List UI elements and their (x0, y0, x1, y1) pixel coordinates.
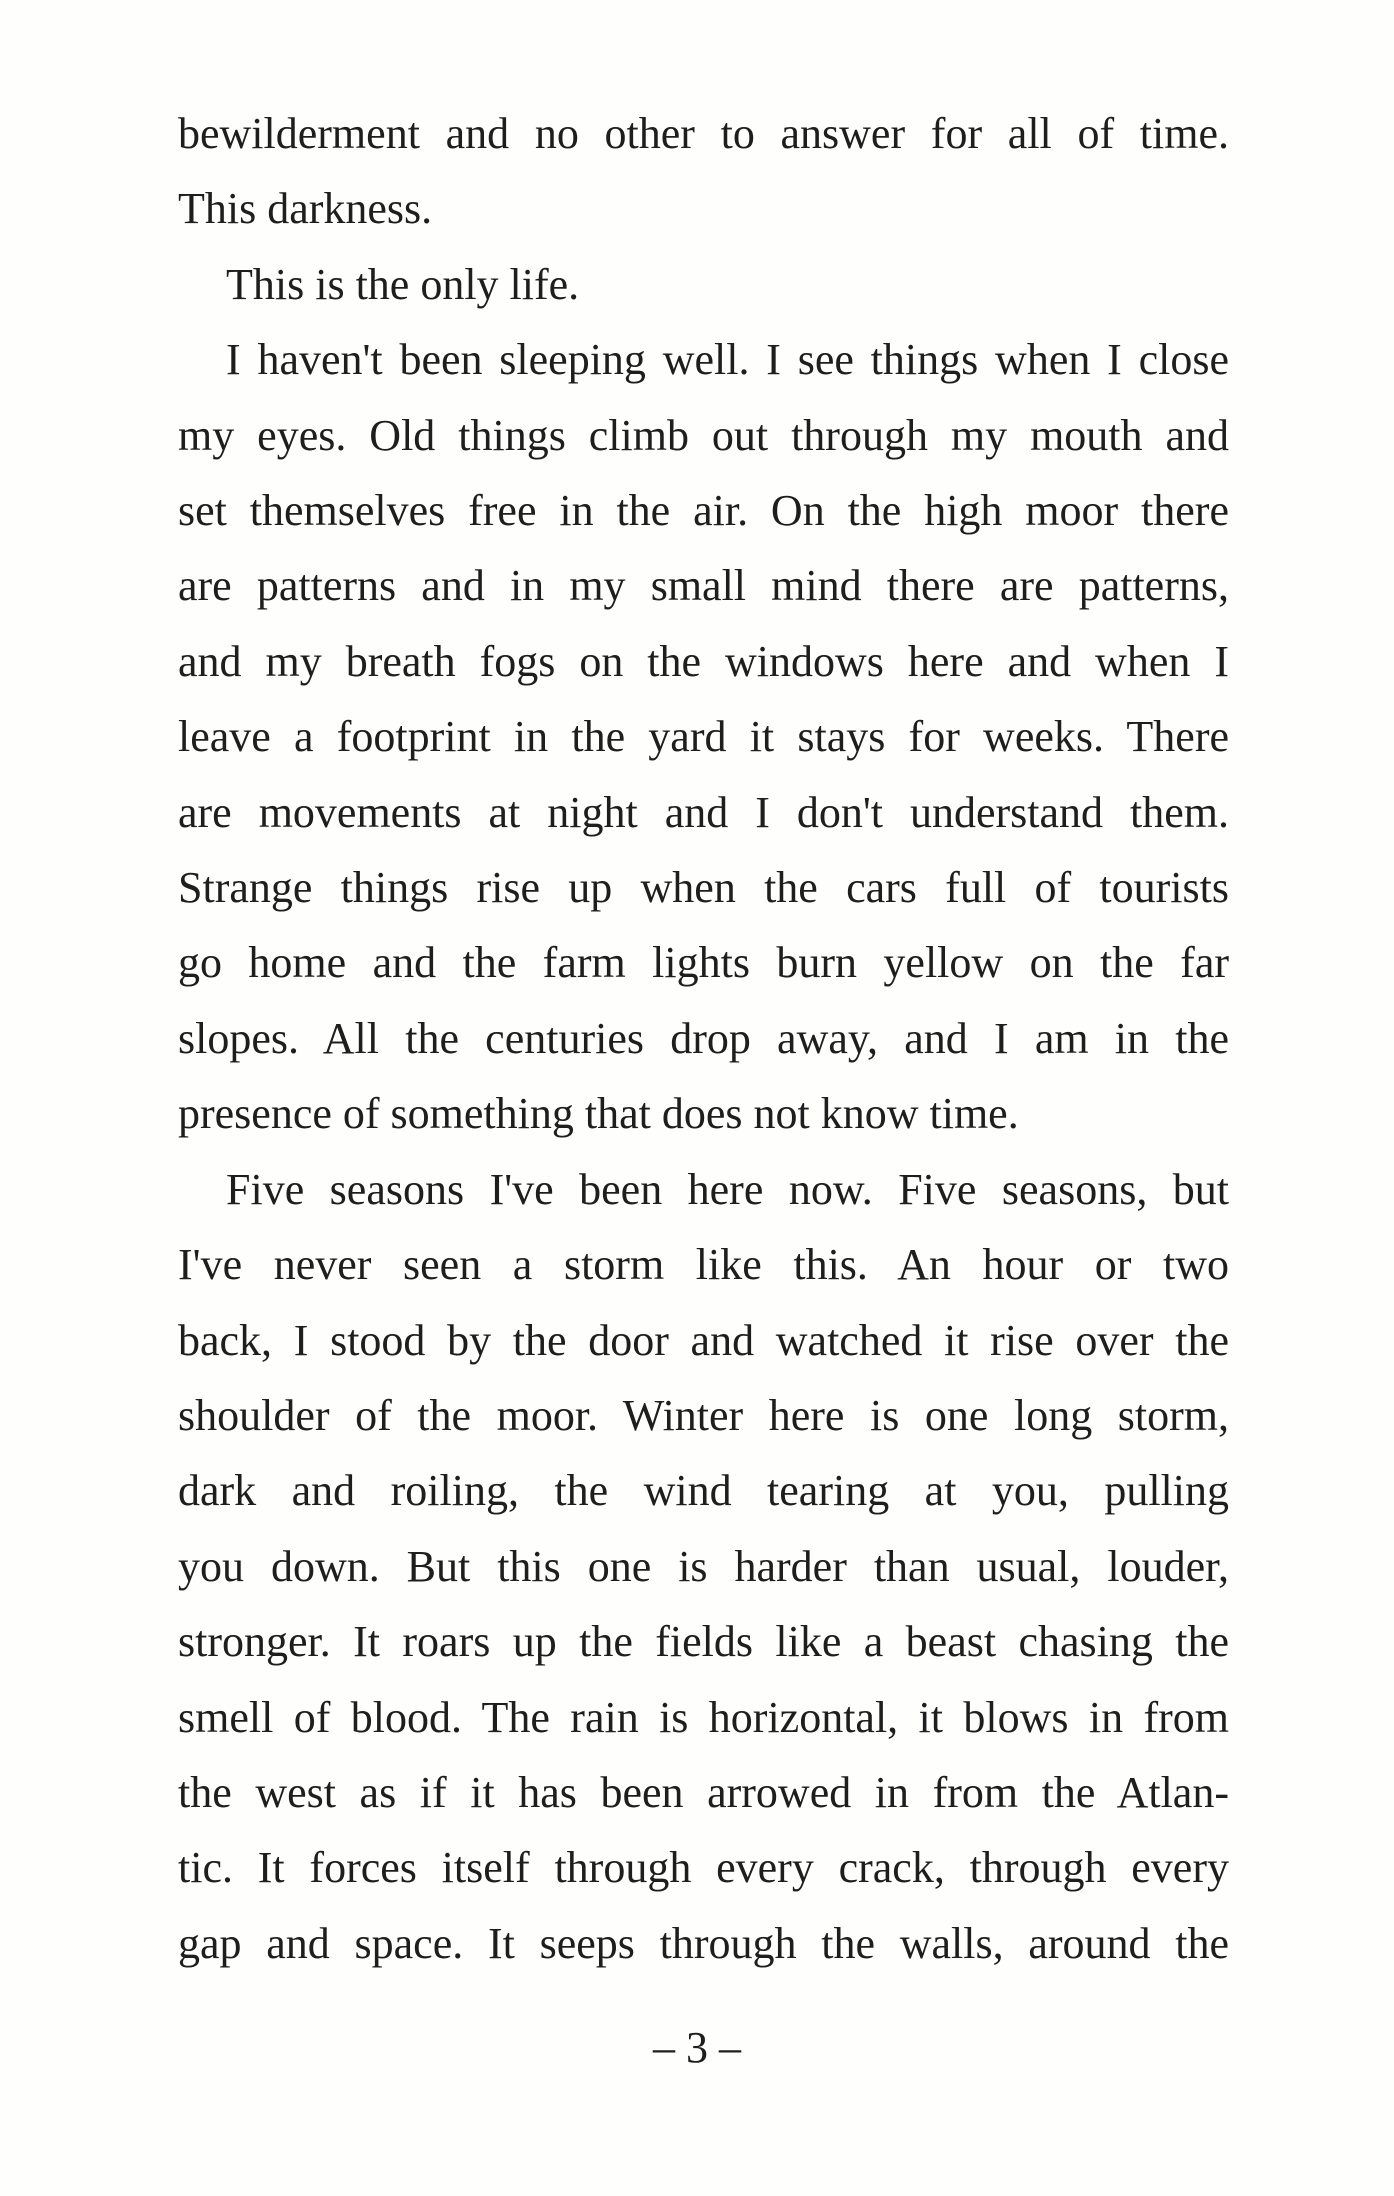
text-line: back, I stood by the door and watched it rise over the (178, 1315, 1229, 1365)
text-line: go home and the farm lights burn yellow on the far (178, 938, 1229, 988)
body-text (178, 96, 1229, 1981)
text-line: bewilderment and no other to answer for all of time. (178, 109, 1229, 158)
text-line: This darkness. (178, 184, 433, 234)
text-line: are patterns and in my small mind there are patterns, (178, 561, 1229, 611)
text-line: slopes. All the centuries drop away, and I am in the (178, 1013, 1229, 1063)
text-line: set themselves free in the air. On the high moor there (178, 486, 1229, 536)
text-line: presence of something that does not know time. (178, 1089, 1019, 1139)
text-line: tic. It forces itself through every crack, through every (178, 1843, 1229, 1893)
text-line: my eyes. Old things climb out through my mouth and (178, 410, 1229, 460)
text-line: are movements at night and I don't understand them. (178, 787, 1229, 837)
text-line: the west as if it has been arrowed in from the Atlan- (178, 1767, 1229, 1817)
page-number: – 3 – (653, 2023, 741, 2072)
text-line: stronger. It roars up the fields like a beast chasing the (178, 1617, 1229, 1667)
text-line: shoulder of the moor. Winter here is one long storm, (178, 1390, 1229, 1440)
text-line: Strange things rise up when the cars full of tourists (178, 863, 1229, 913)
text-line: you down. But this one is harder than usual, louder, (178, 1541, 1229, 1591)
text-line: I've never seen a storm like this. An hour or two (178, 1240, 1229, 1290)
text-line: and my breath fogs on the windows here and when I (178, 636, 1229, 686)
text-line: dark and roiling, the wind tearing at you, pulling (178, 1466, 1229, 1516)
text-line: leave a footprint in the yard it stays for weeks. There (178, 712, 1229, 762)
text-line: I haven't been sleeping well. I see things when I close (226, 335, 1229, 385)
text-line: gap and space. It seeps through the walls, around the (178, 1918, 1229, 1968)
text-line: Five seasons I've been here now. Five seasons, but (226, 1164, 1229, 1214)
text-line: This is the only life. (226, 259, 580, 309)
text-line: smell of blood. The rain is horizontal, it blows in from (178, 1692, 1229, 1742)
